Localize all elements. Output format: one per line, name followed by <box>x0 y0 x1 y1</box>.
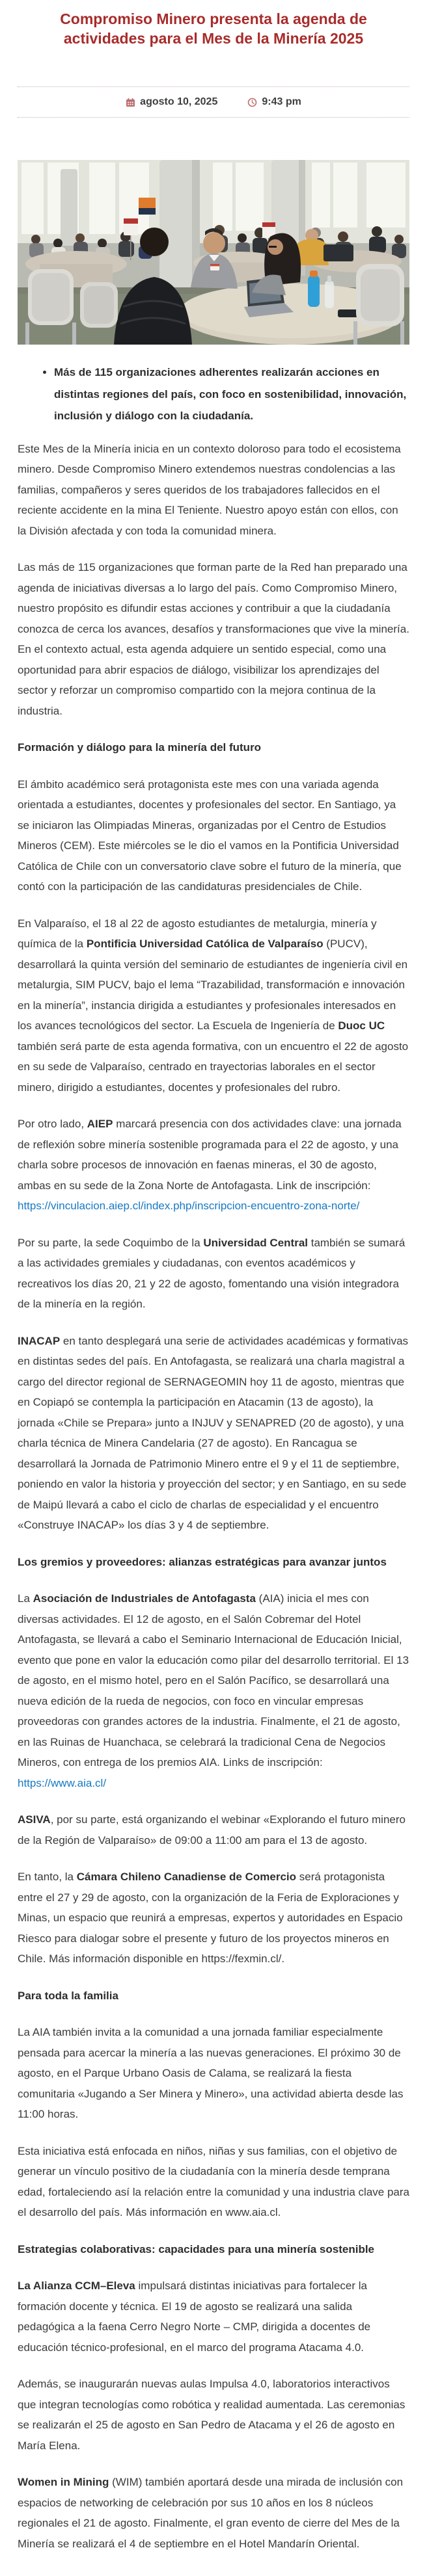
paragraph <box>18 1114 409 1216</box>
text: La AIA también invita a la comunidad a una jornada familiar especialmente pensada para acercar la minería a las nuevas generaciones. El próximo 30 de agosto, en el Parque Urbano Oasis de Calama, se realizará la fiesta comunitaria «Jugando a Ser Minera y Minero», una actividad abierta desde las 11:00 horas. <box>18 2026 404 2120</box>
text: Por su parte, la sede Coquimbo de la <box>18 1236 204 1249</box>
bold-text: Cámara Chileno Canadiense de Comercio <box>76 1871 297 1883</box>
inline-link[interactable]: https://www.aia.cl/ <box>18 1776 107 1789</box>
text: impulsará distintas iniciativas para fortalecer la formación docente y técnica. El 19 de agosto se realizará una salida pedagógica a la faena Cerro Negro Norte – CMP, dirigida a docentes de educación técnico-profesional, en el marco del programa Atacama 4.0. <box>18 2280 371 2354</box>
paragraph <box>18 1588 409 1793</box>
bold-text: ASIVA <box>18 1813 51 1826</box>
bold-text: La Alianza CCM–Eleva <box>18 2280 135 2292</box>
section-heading: Estrategias colaborativas: capacidades para una minería sostenible <box>18 2242 375 2255</box>
section-heading: Formación y diálogo para la minería del futuro <box>18 741 262 754</box>
bold-text: INACAP <box>18 1334 61 1347</box>
meta-bar <box>18 86 409 118</box>
paragraph <box>18 2472 409 2554</box>
text: El ámbito académico será protagonista este mes con una variada agenda orientada a estudiantes, docentes y profesionales del sector. En Santiago, ya se iniciaron las Olimpiadas Mineras, organizadas por el Centro de Estudios Mineros (CEM). Este miércoles se le dio el vamos en la Pontificia Universidad Católica de Chile con un conversatorio clave sobre el futuro de la minería, que contó con la participación de las candidaturas presidenciales de Chile. <box>18 778 402 893</box>
text: Además, se inaugurarán nuevas aulas Impulsa 4.0, laboratorios interactivos que integran tecnologías como robótica y realidad aumentada. Las ceremonias se realizarán el 25 de agosto en San Pedro de Atacama y el 26 de agosto en María Elena. <box>18 2378 406 2452</box>
bold-text: Duoc UC <box>338 1019 385 1032</box>
post-time-label: 9:43 pm <box>262 96 301 107</box>
section-heading: Los gremios y proveedores: alianzas estratégicas para avanzar juntos <box>18 1555 387 1568</box>
text: , por su parte, está organizando el webinar «Explorando el futuro minero de la Región de Valparaíso» de 09:00 a 11:00 am para el 13 de agosto. <box>18 1813 406 1847</box>
bold-text: Asociación de Industriales de Antofagasta <box>33 1592 256 1605</box>
text: En Valparaíso, el 18 al 22 de agosto estudiantes de metalurgia, minería y química de la <box>18 917 377 950</box>
paragraph <box>18 1809 409 1850</box>
inline-link[interactable]: https://vinculacion.aiep.cl/index.php/inscripcion-encuentro-zona-norte/ <box>18 1200 360 1212</box>
paragraph <box>18 2374 409 2456</box>
paragraph <box>18 1233 409 1315</box>
paragraph <box>18 2022 409 2125</box>
text: marcará presencia con dos actividades clave: una jornada de reflexión sobre minería sostenible programada para el 22 de agosto, y una charla sobre procesos de innovación en faenas mineras, el 30 de agosto, ambas en su sede de la Zona Norte de Antofagasta. Link de inscripción: <box>18 1118 402 1192</box>
post-date <box>126 96 217 108</box>
text: (PUCV), desarrollará la quinta versión del seminario de estudiantes de ingeniería civil en metalurgia, SIM PUCV, bajo el lema “Trazabilidad, transformación e innovación en la minería”, instancia dirigida a estudiantes y profesionales interesados en los avances tecnológicos del sector. La Escuela de Ingeniería de <box>18 938 408 1032</box>
bold-text: Universidad Central <box>203 1236 308 1249</box>
bold-text: Women in Mining <box>18 2476 109 2488</box>
highlight-item <box>54 361 409 427</box>
clock-icon <box>247 98 257 107</box>
post-time <box>247 96 301 108</box>
article-body <box>18 361 409 2554</box>
text: Por otro lado, <box>18 1118 87 1130</box>
text: también será parte de esta agenda formativa, con un encuentro el 22 de agosto en su sede de Valparaíso, centrado en trayectorias laborales en el sector minero, dirigido a estudiantes, docentes y profesionales del rubro. <box>18 1040 409 1094</box>
text: será protagonista entre el 27 y 29 de agosto, con la organización de la Feria de Exploraciones y Minas, un espacio que reunirá a empresas, expertos y autoridades en Espacio Riesco para dialogar sobre el presente y futuro de los proyectos mineros en Chile. Más información disponible en https://fexmin.cl/. <box>18 1871 403 1965</box>
text: (WIM) también aportará desde una mirada de inclusión con espacios de networking de celebración por sus 10 años en los 8 núcleos regionales el 21 de agosto. Finalmente, el gran evento de cierre del Mes de la Minería se realizará el 4 de septiembre en el Hotel Mandarín Oriental. <box>18 2476 404 2550</box>
section-heading: Para toda la familia <box>18 1989 118 2002</box>
paragraph <box>18 439 409 542</box>
paragraph <box>18 2276 409 2358</box>
article-title: Compromiso Minero presenta la agenda de actividades para el Mes de la Minería 2025 <box>60 10 367 47</box>
paragraph <box>18 913 409 1098</box>
text: también se sumará a las actividades gremiales y ciudadanas, con eventos académicos y recreativos los días 20, 21 y 22 de agosto, fomentando una visión integradora de la minería en la región. <box>18 1236 406 1310</box>
post-date-label: agosto 10, 2025 <box>140 96 218 107</box>
bold-text: AIEP <box>87 1118 113 1130</box>
paragraph <box>18 1331 409 1536</box>
text: La <box>18 1592 33 1605</box>
text: Esta iniciativa está enfocada en niños, niñas y sus familias, con el objetivo de generar un vínculo positivo de la ciudadanía con la minería desde temprana edad, fortaleciendo así la relación entre la comunidad y una industria clave para el desarrollo del país. Más información en www.aia.cl. <box>18 2144 409 2218</box>
calendar-icon <box>126 98 135 107</box>
paragraph <box>18 1867 409 1969</box>
paragraph <box>18 2141 409 2223</box>
text: Este Mes de la Minería inicia en un contexto doloroso para todo el ecosistema minero. Desde Compromiso Minero extendemos nuestras condolencias a las familias, compañeros y seres queridos de los trabajadores fallecidos en el reciente accidente en la mina El Teniente. Nuestro apoyo están con ellos, con la División afectada y con toda la comunidad minera. <box>18 442 401 537</box>
article-photo <box>18 160 409 345</box>
text: Las más de 115 organizaciones que forman parte de la Red han preparado una agenda de iniciativas diversas a lo largo del país. Como Compromiso Minero, nuestro propósito es difundir estas acciones y contribuir a que la ciudadanía conozca de cerca los avances, desafíos y transformaciones que vive la minería. En el contexto actual, esta agenda adquiere un sentido especial, como una oportunidad para abrir espacios de diálogo, visibilizar los aprendizajes del sector y reforzar un compromiso compartido con la mejora continua de la industria. <box>18 561 409 717</box>
text: En tanto, la <box>18 1871 77 1883</box>
text: (AIA) inicia el mes con diversas actividades. El 12 de agosto, en el Salón Cobremar del Hotel Antofagasta, se llevará a cabo el Seminario Internacional de Educación Inicial, evento que pone en valor la educación como pilar del desarrollo territorial. El 13 de agosto, en el mismo hotel, pero en el Salón Pacífico, se desarrollará una nueva edición de la rueda de negocios, con foco en vincular empresas proveedoras con grandes actores de la industria. Finalmente, el 21 de agosto, en las Ruinas de Huanchaca, se celebrará la tradicional Cena de Negocios Mineros, con entrega de los premios AIA. Links de inscripción: <box>18 1592 409 1768</box>
conference-photo-illustration <box>18 160 409 345</box>
bold-text: Pontificia Universidad Católica de Valparaíso <box>86 938 324 950</box>
text: en tanto desplegará una serie de actividades académicas y formativas en distintas sedes del país. En Antofagasta, se realizará una charla magistral a cargo del director regional de SERNAGEOMIN hoy 11 de agosto, mientras que en Copiapó se contempla la participación en Atacamin (13 de agosto), la jornada «Chile se Prepara» junto a INJUV y SENAPRED (20 de agosto), y una charla técnica de Minera Candelaria (27 de agosto). En Rancagua se desarrollará la Jornada de Patrimonio Minero entre el 9 y el 11 de septiembre, poniendo en valor la historia y proyección del sector; y en Santiago, en su sede de Maipú llevará a cabo el ciclo de charlas de especialidad y el encuentro «Construye INACAP» los días 3 y 4 de septiembre. <box>18 1334 409 1531</box>
paragraph <box>18 774 409 897</box>
highlight-list <box>18 361 409 427</box>
bold-text: Más de 115 organizaciones adherentes realizarán acciones en distintas regiones del país, con foco en sostenibilidad, innovación, inclusión y diálogo con la ciudadanía. <box>54 366 407 422</box>
paragraph <box>18 557 409 721</box>
